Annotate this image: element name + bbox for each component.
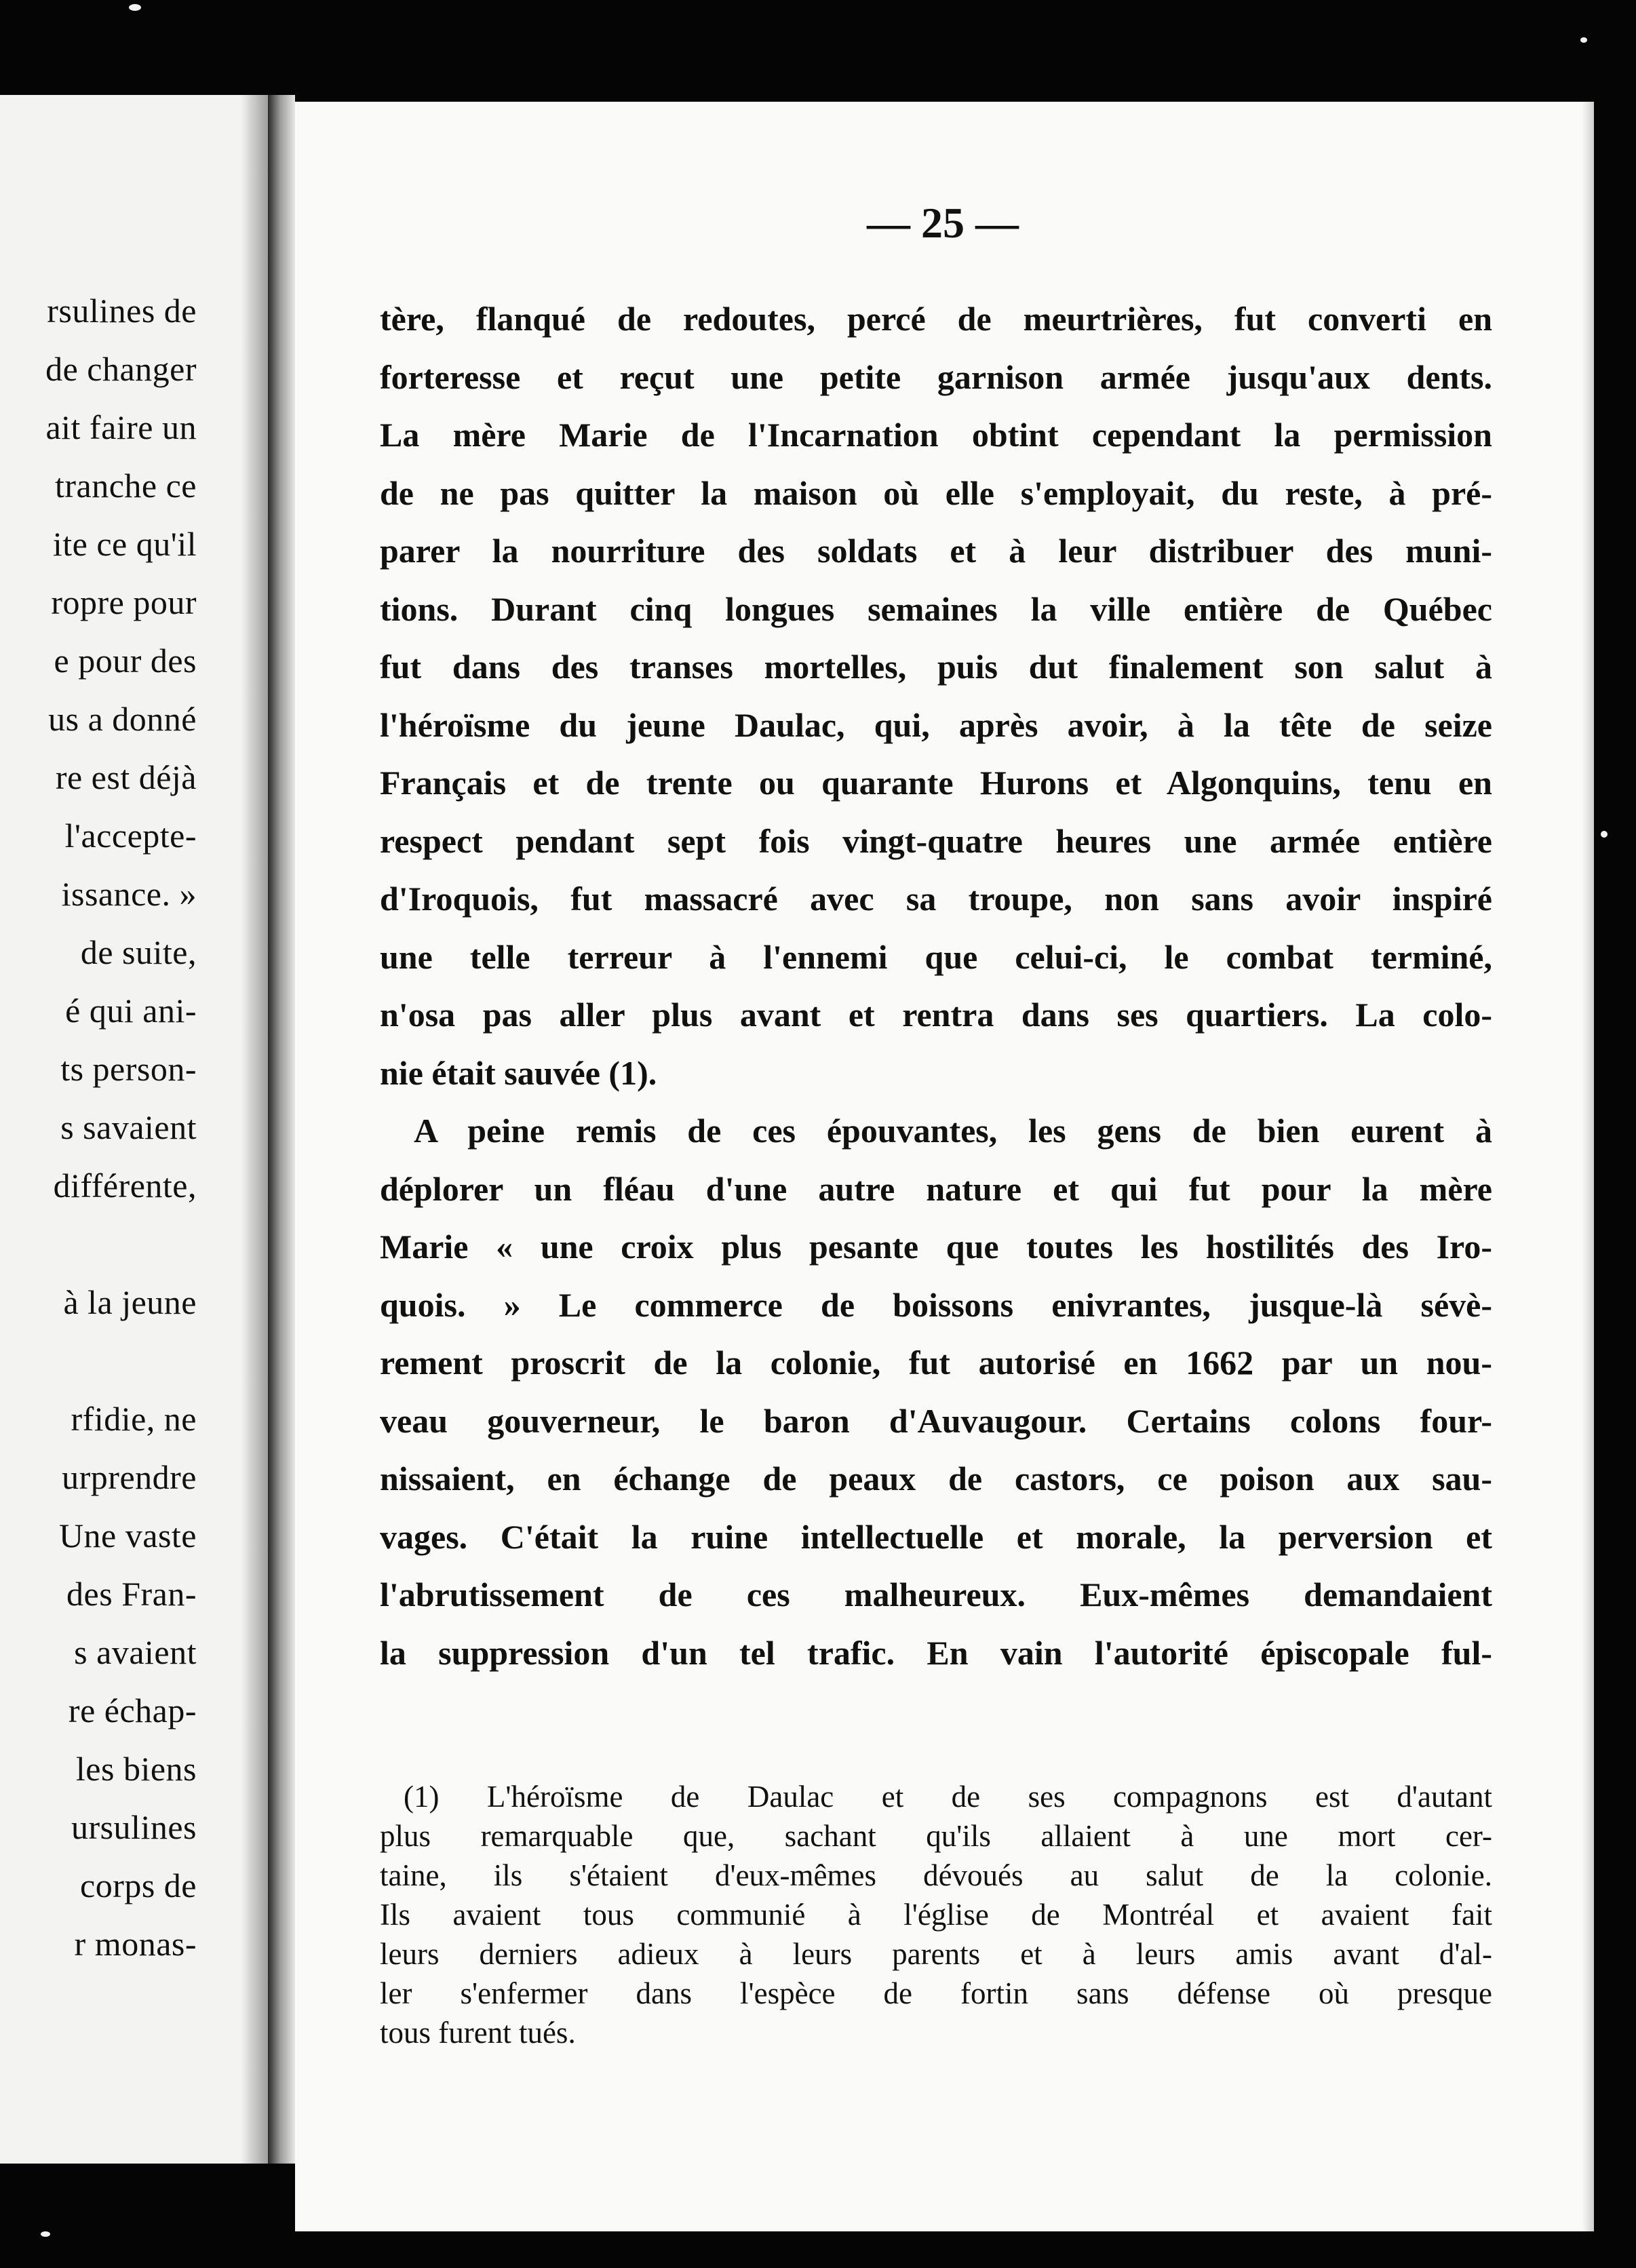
right-page xyxy=(295,102,1594,2231)
body-line: rement proscrit de la colonie, fut autorisé en 1662 par un nou- xyxy=(380,1344,1492,1382)
footnote-line: ler s'enfermer dans l'espèce de fortin sans défense où presque xyxy=(380,1976,1492,2010)
body-text xyxy=(380,290,1492,1682)
left-page-line: ait faire un xyxy=(45,408,197,446)
left-page-line: tranche ce xyxy=(54,467,197,505)
left-page-line: urprendre xyxy=(62,1458,197,1496)
body-line: tère, flanqué de redoutes, percé de meurtrières, fut converti en xyxy=(380,300,1492,338)
body-line: vages. C'était la ruine intellectuelle et morale, la perversion et xyxy=(380,1517,1492,1556)
footnote-line: leurs derniers adieux à leurs parents et à leurs amis avant d'al- xyxy=(380,1937,1492,1971)
footnote-line: (1) L'héroïsme de Daulac et de ses compagnons est d'autant xyxy=(404,1780,1492,1814)
left-page-line: ropre pour xyxy=(51,583,197,621)
body-line: une telle terreur à l'ennemi que celui-ci, le combat terminé, xyxy=(380,937,1492,976)
left-page-line: l'accepte- xyxy=(64,817,197,855)
left-page-line: ts person- xyxy=(60,1050,197,1088)
left-page-text xyxy=(0,281,197,1973)
scan-speck xyxy=(1580,37,1587,43)
gutter-shadow xyxy=(241,95,268,2164)
left-page-line: corps de xyxy=(80,1866,197,1904)
scan-speck xyxy=(41,2231,50,2237)
body-line: nissaient, en échange de peaux de castors, ce poison aux sau- xyxy=(380,1460,1492,1498)
footnote-line: taine, ils s'étaient d'eux-mêmes dévoués au salut de la colonie. xyxy=(380,1858,1492,1892)
left-page-line: différente, xyxy=(53,1167,197,1205)
body-line: d'Iroquois, fut massacré avec sa troupe, non sans avoir inspiré xyxy=(380,880,1492,918)
body-line: Français et de trente ou quarante Hurons et Algonquins, tenu en xyxy=(380,764,1492,802)
body-line: quois. » Le commerce de boissons enivrantes, jusque-là sévè- xyxy=(380,1285,1492,1324)
left-facing-page xyxy=(0,95,268,2164)
scan-speck xyxy=(1601,831,1608,838)
left-page-line: ursulines xyxy=(71,1808,197,1846)
body-line: nie était sauvée (1). xyxy=(380,1053,657,1092)
footnote-line: plus remarquable que, sachant qu'ils allaient à une mort cer- xyxy=(380,1819,1492,1853)
left-page-line: issance. » xyxy=(61,875,197,913)
body-line: l'abrutissement de ces malheureux. Eux-mêmes demandaient xyxy=(380,1576,1492,1614)
left-page-line: é qui ani- xyxy=(65,992,197,1030)
body-line: de ne pas quitter la maison où elle s'employait, du reste, à pré- xyxy=(380,473,1492,512)
left-page-line: de changer xyxy=(45,350,197,388)
body-line: la suppression d'un tel trafic. En vain l'autorité épiscopale ful- xyxy=(380,1633,1492,1672)
left-page-line: s savaient xyxy=(60,1108,197,1146)
footnote-line: Ils avaient tous communié à l'église de Montréal et avaient fait xyxy=(380,1898,1492,1932)
footnote-line: tous furent tués. xyxy=(380,2016,576,2050)
left-page-line: Une vaste xyxy=(58,1517,197,1555)
left-page-line: à la jeune xyxy=(63,1283,197,1321)
page-number: — 25 — xyxy=(867,199,1019,247)
left-page-line: re échap- xyxy=(68,1692,197,1729)
body-line: Marie « une croix plus pesante que toutes les hostilités des Iro- xyxy=(380,1228,1492,1266)
body-line: l'héroïsme du jeune Daulac, qui, après avoir, à la tête de seize xyxy=(380,705,1492,744)
left-page-line xyxy=(0,1215,197,1273)
body-line: forteresse et reçut une petite garnison armée jusqu'aux dents. xyxy=(380,357,1492,396)
left-page-line: les biens xyxy=(75,1750,197,1788)
page-edge xyxy=(1582,102,1594,2231)
book-spine xyxy=(268,95,295,2164)
left-page-line: us a donné xyxy=(48,700,197,738)
left-page-line: s avaient xyxy=(74,1633,197,1671)
body-line: La mère Marie de l'Incarnation obtint cependant la permission xyxy=(380,416,1492,454)
left-page-line: e pour des xyxy=(54,642,197,680)
left-page-line: rsulines de xyxy=(47,292,197,330)
body-line: fut dans des transes mortelles, puis dut finalement son salut à xyxy=(380,648,1492,686)
left-page-line: rfidie, ne xyxy=(71,1400,197,1438)
left-page-line xyxy=(0,1331,197,1390)
footnote xyxy=(380,1777,1492,2052)
body-line: respect pendant sept fois vingt-quatre heures une armée entière xyxy=(380,821,1492,860)
body-line: n'osa pas aller plus avant et rentra dans ses quartiers. La colo- xyxy=(380,996,1492,1034)
body-line: tions. Durant cinq longues semaines la ville entière de Québec xyxy=(380,589,1492,628)
paragraph-start-line: A peine remis de ces épouvantes, les gens de bien eurent à xyxy=(414,1112,1492,1150)
scan-speck xyxy=(129,4,141,11)
left-page-line: ite ce qu'il xyxy=(52,525,197,563)
left-page-line: des Fran- xyxy=(66,1575,197,1613)
left-page-line: re est déjà xyxy=(55,758,197,796)
left-page-line: r monas- xyxy=(74,1925,197,1963)
body-line: veau gouverneur, le baron d'Auvaugour. Certains colons four- xyxy=(380,1401,1492,1440)
left-page-line: de suite, xyxy=(80,933,197,971)
body-line: déplorer un fléau d'une autre nature et qui fut pour la mère xyxy=(380,1169,1492,1208)
body-line: parer la nourriture des soldats et à leur distribuer des muni- xyxy=(380,532,1492,570)
